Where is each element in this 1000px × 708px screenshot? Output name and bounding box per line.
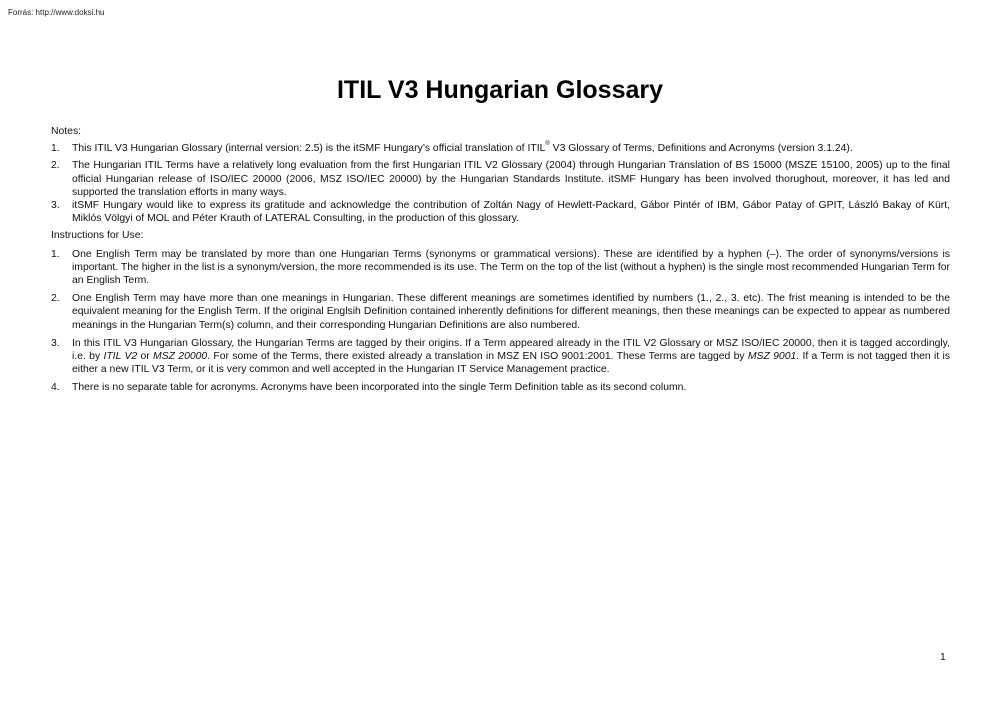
note-text: This ITIL V3 Hungarian Glossary (internal version: 2.5) is the itSMF Hungary’s official translation of ITIL (72, 143, 546, 155)
instruction-text: One English Term may have more than one meanings in Hungarian. These different meanings are sometimes identified by numbers (1., 2., 3. etc). The frist meaning is intended to be the equivalent meaning for the English Term. If the original Englsih Definition contained inherently definitions for different meanings, then these meanings can be expected to appear as numbered meanings in the Hungarian Term(s) column, and their corresponding Hungarian Definitions are also numbered. (72, 293, 950, 331)
instruction-text: There is no separate table for acronyms. Acronyms have been incorporated into the single Term Definition table as its second column. (72, 382, 687, 394)
instructions-heading: Instructions for Use: (51, 230, 144, 242)
page-number: 1 (940, 652, 946, 663)
note-item (51, 142, 950, 155)
note-text: itSMF Hungary would like to express its gratitude and acknowledge the contribution of Zoltán Nagy of Hewlett-Packard, Gábor Pintér of IBM, Gábor Patay of GPIT, László Bakay of Kürt, Miklós Völgyi of MOL and Péter Krauth of LATERAL Consulting, in the production of this glossary. (72, 200, 950, 225)
instruction-number: 1. (51, 248, 60, 260)
instruction-number: 3. (51, 337, 60, 349)
instruction-item (51, 337, 950, 377)
source-label: Forrás: http://www.doksi.hu (8, 8, 105, 17)
document-body (51, 125, 950, 400)
instruction-text: . If a Term is not tagged then it is either a new ITIL V3 Term, or it is very common and well accepted in the Hungarian IT Service Management practice. (72, 351, 951, 376)
note-number: 3. (51, 200, 60, 212)
note-text-cont: V3 Glossary of Terms, Definitions and Acronyms (version 3.1.24). (549, 143, 853, 155)
instruction-text: . For some of the Terms, there existed already a translation in MSZ EN ISO 9001:2001. These Terms are tagged by (207, 351, 748, 363)
note-text: The Hungarian ITIL Terms have a relatively long evaluation from the first Hungarian ITIL V2 Glossary (2004) through Hungarian Translation of BS 15000 (MSZE 15100, 2005) up to the final official Hungarian release of ISO/IEC 20000 (2006, MSZ ISO/IEC 20000) by the Hungarian Standards Institute. itSMF Hungary has been involved thorughout, moreover, it has led and supported the translation efforts in many ways. (72, 160, 950, 198)
note-number: 1. (51, 143, 60, 155)
page-title: ITIL V3 Hungarian Glossary (336, 76, 664, 104)
note-number: 2. (51, 160, 60, 172)
note-item (51, 199, 950, 225)
instruction-text: In this ITIL V3 Hungarian Glossary, the Hungarian Terms are tagged by their origins. If a Term appeared already in the ITIL V2 Glossary or MSZ ISO/IEC 20000, then it is tagged accordingly, i.e. by (72, 337, 950, 363)
tag-msz-20000: MSZ 20000 (153, 351, 208, 363)
instruction-item (51, 248, 950, 288)
tag-msz-9001: MSZ 9001 (747, 351, 797, 363)
instruction-item (51, 292, 950, 332)
notes-heading: Notes: (51, 126, 82, 137)
instruction-text: or (137, 351, 154, 363)
registered-mark: ® (545, 141, 550, 148)
note-item (51, 159, 950, 199)
notes-list (51, 142, 950, 225)
tag-itil-v2: ITIL V2 (103, 351, 138, 363)
instructions-list (51, 248, 950, 395)
instruction-number: 4. (51, 382, 60, 394)
instruction-number: 2. (51, 293, 60, 305)
instruction-item (51, 381, 950, 394)
instruction-text: One English Term may be translated by more than one Hungarian Terms (synonyms or grammatical versions). These are identified by a hyphen (–). The order of synonyms/versions is important. The higher in the list is a synonym/version, the more recommended is its use. The Term on the top of the list (without a hyphen) is the single most recommended Hungarian Term for an English Term. (72, 248, 950, 287)
